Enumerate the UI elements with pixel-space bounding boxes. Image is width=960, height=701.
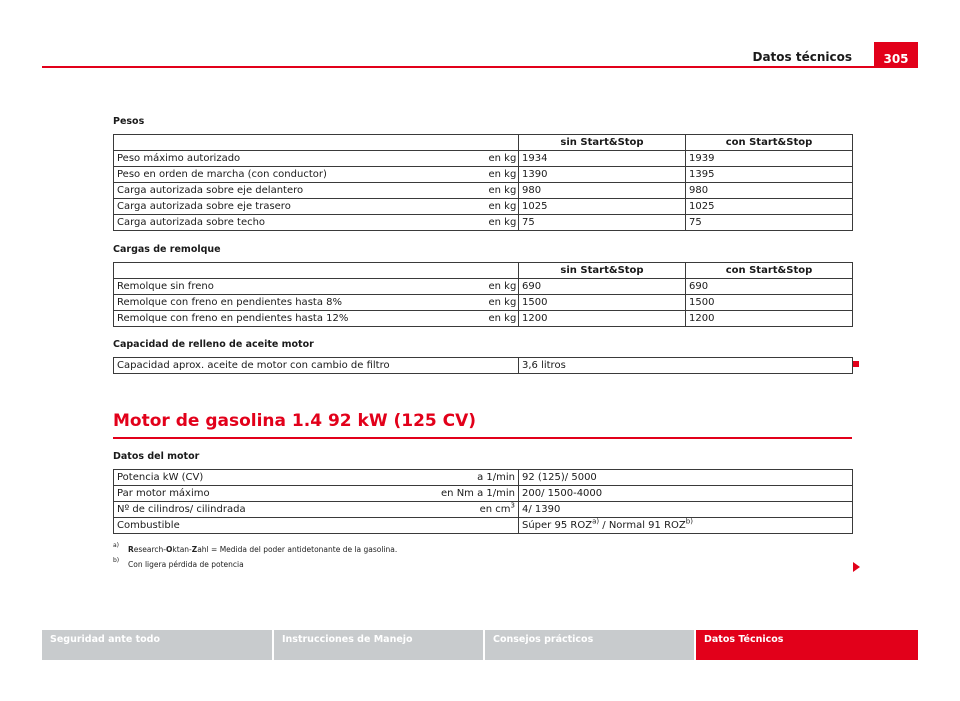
row-unit: a 1/min bbox=[394, 470, 519, 486]
table-row bbox=[114, 167, 853, 183]
row-label: Peso en orden de marcha (con conductor) bbox=[114, 167, 486, 183]
footnote-mark: a) bbox=[113, 542, 120, 549]
text-part: ahl = Medida del poder antidetonante de la gasolina. bbox=[197, 545, 398, 554]
unit-text: en cm bbox=[479, 503, 511, 515]
table-row bbox=[114, 183, 853, 199]
text-part: esearch- bbox=[133, 545, 167, 554]
row-value: 92 (125)/ 5000 bbox=[519, 470, 853, 486]
table-row bbox=[114, 295, 853, 311]
row-label: Potencia kW (CV) bbox=[114, 470, 394, 486]
footer-tabs bbox=[42, 630, 918, 660]
section-title-aceite: Capacidad de relleno de aceite motor bbox=[113, 339, 314, 350]
row-unit: en kg bbox=[486, 295, 519, 311]
tab-seguridad[interactable]: Seguridad ante todo bbox=[42, 630, 272, 660]
row-unit: en Nm a 1/min bbox=[394, 486, 519, 502]
footnote-text: Con ligera pérdida de potencia bbox=[128, 560, 244, 569]
motor-heading: Motor de gasolina 1.4 92 kW (125 CV) bbox=[113, 411, 477, 431]
heading-rule bbox=[113, 437, 852, 439]
row-label: Carga autorizada sobre eje delantero bbox=[114, 183, 486, 199]
row-unit: en kg bbox=[486, 215, 519, 231]
col-header-sin-startstop: sin Start&Stop bbox=[519, 135, 686, 151]
row-value: 4/ 1390 bbox=[519, 502, 853, 518]
letter-r: R bbox=[128, 545, 134, 554]
letter-z: Z bbox=[191, 545, 198, 554]
row-unit: en kg bbox=[486, 183, 519, 199]
tab-datos-tecnicos[interactable]: Datos Técnicos bbox=[696, 630, 918, 660]
col-header-sin-startstop: sin Start&Stop bbox=[519, 263, 686, 279]
table-row bbox=[114, 358, 853, 374]
letter-o: O bbox=[166, 545, 173, 554]
aceite-table bbox=[113, 357, 853, 374]
header-rule bbox=[42, 66, 918, 68]
value-con: 690 bbox=[686, 279, 853, 295]
row-label: Remolque con freno en pendientes hasta 12% bbox=[114, 311, 486, 327]
value-con: 1200 bbox=[686, 311, 853, 327]
row-label: Par motor máximo bbox=[114, 486, 394, 502]
value-sin: 980 bbox=[519, 183, 686, 199]
row-label: Carga autorizada sobre techo bbox=[114, 215, 486, 231]
table-row bbox=[114, 151, 853, 167]
row-unit: en kg bbox=[486, 167, 519, 183]
section-title-pesos: Pesos bbox=[113, 116, 145, 127]
section-end-marker bbox=[853, 361, 859, 367]
row-label: Combustible bbox=[114, 518, 394, 534]
table-row bbox=[114, 502, 853, 518]
footnote-ref-b[interactable]: b) bbox=[685, 517, 693, 526]
footnote-mark: b) bbox=[113, 557, 120, 564]
value-sin: 690 bbox=[519, 279, 686, 295]
value-con: 980 bbox=[686, 183, 853, 199]
row-label: Remolque sin freno bbox=[114, 279, 486, 295]
motor-table bbox=[113, 469, 853, 534]
table-row bbox=[114, 470, 853, 486]
col-header-con-startstop: con Start&Stop bbox=[686, 135, 853, 151]
next-page-arrow-icon[interactable] bbox=[853, 562, 860, 572]
value-con: 1939 bbox=[686, 151, 853, 167]
fuel-a: Súper 95 ROZ bbox=[522, 519, 593, 531]
unit-superscript: 3 bbox=[510, 501, 515, 510]
table-row bbox=[114, 215, 853, 231]
row-label: Peso máximo autorizado bbox=[114, 151, 486, 167]
value-con: 1500 bbox=[686, 295, 853, 311]
section-title-remolque: Cargas de remolque bbox=[113, 244, 221, 255]
value-sin: 75 bbox=[519, 215, 686, 231]
remolque-table bbox=[113, 262, 853, 327]
table-row bbox=[114, 518, 853, 534]
page-number: 305 bbox=[874, 42, 918, 68]
footnote-ref-a[interactable]: a) bbox=[592, 517, 600, 526]
header-blank-cell bbox=[114, 135, 519, 151]
value-con: 75 bbox=[686, 215, 853, 231]
pesos-table bbox=[113, 134, 853, 231]
row-label: Remolque con freno en pendientes hasta 8% bbox=[114, 295, 486, 311]
row-unit bbox=[394, 502, 519, 518]
tab-consejos[interactable]: Consejos prácticos bbox=[485, 630, 694, 660]
row-label: Nº de cilindros/ cilindrada bbox=[114, 502, 394, 518]
table-row bbox=[114, 311, 853, 327]
table-header-row bbox=[114, 263, 853, 279]
row-unit: en kg bbox=[486, 199, 519, 215]
value-sin: 1500 bbox=[519, 295, 686, 311]
row-label: Carga autorizada sobre eje trasero bbox=[114, 199, 486, 215]
header-blank-cell bbox=[114, 263, 519, 279]
table-row bbox=[114, 199, 853, 215]
page-header-title: Datos técnicos bbox=[752, 50, 852, 64]
row-value: 3,6 litros bbox=[519, 358, 853, 374]
row-value: 200/ 1500-4000 bbox=[519, 486, 853, 502]
table-row bbox=[114, 486, 853, 502]
text-part: ktan- bbox=[172, 545, 192, 554]
row-unit bbox=[394, 518, 519, 534]
value-sin: 1200 bbox=[519, 311, 686, 327]
value-con: 1025 bbox=[686, 199, 853, 215]
fuel-b: / Normal 91 ROZ bbox=[599, 519, 686, 531]
col-header-con-startstop: con Start&Stop bbox=[686, 263, 853, 279]
table-row bbox=[114, 279, 853, 295]
row-unit: en kg bbox=[486, 311, 519, 327]
value-sin: 1934 bbox=[519, 151, 686, 167]
row-unit: en kg bbox=[486, 151, 519, 167]
row-unit: en kg bbox=[486, 279, 519, 295]
tab-instrucciones[interactable]: Instrucciones de Manejo bbox=[274, 630, 483, 660]
row-value bbox=[519, 518, 853, 534]
footnote-text bbox=[128, 545, 397, 554]
row-label: Capacidad aprox. aceite de motor con cambio de filtro bbox=[114, 358, 519, 374]
value-con: 1395 bbox=[686, 167, 853, 183]
value-sin: 1025 bbox=[519, 199, 686, 215]
table-header-row bbox=[114, 135, 853, 151]
section-title-motor: Datos del motor bbox=[113, 451, 200, 462]
value-sin: 1390 bbox=[519, 167, 686, 183]
